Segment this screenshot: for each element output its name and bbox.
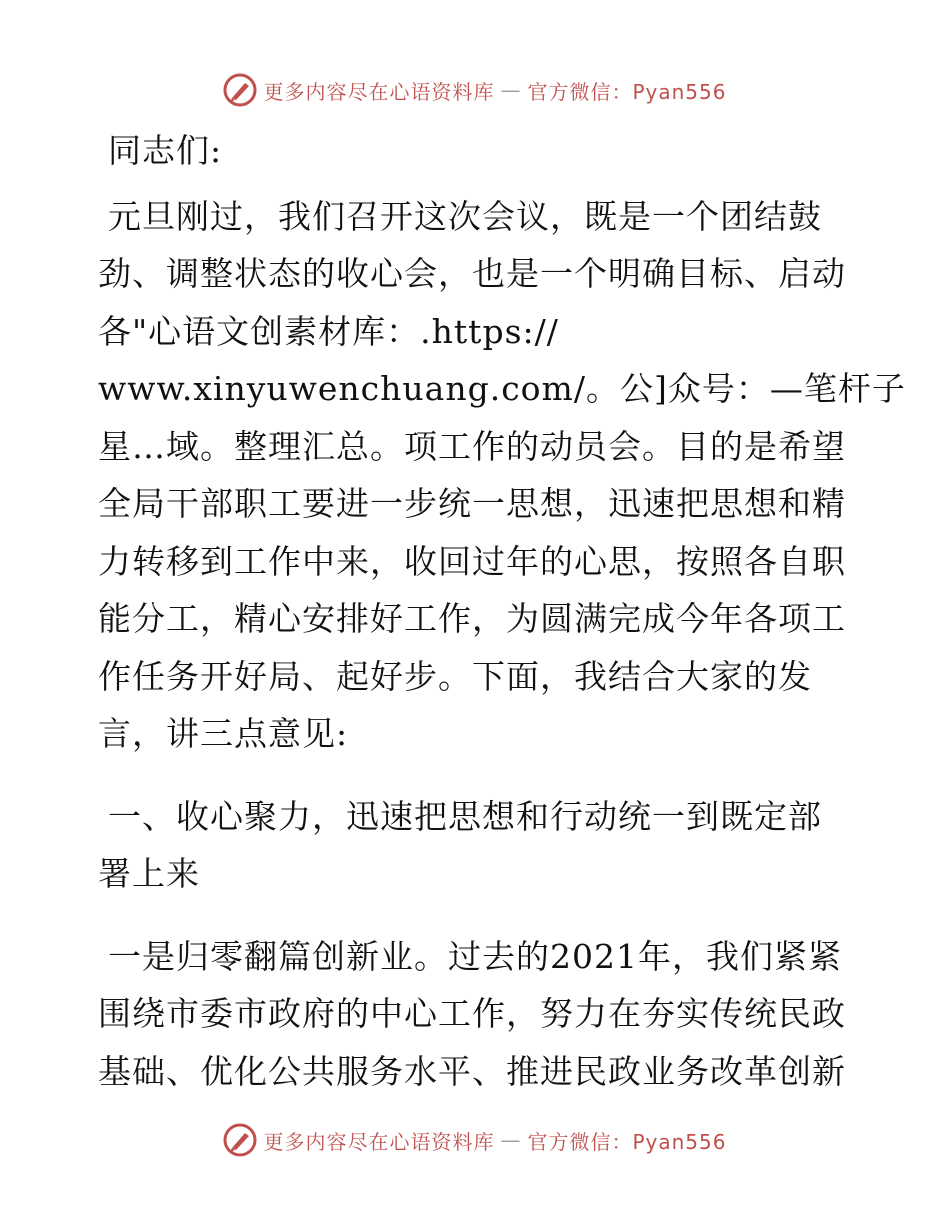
- paragraph-line: 能分工，精心安排好工作，为圆满完成今年各项工: [98, 599, 846, 638]
- paragraph-line: 全局干部职工要进一步统一思想，迅速把思想和精: [98, 484, 846, 523]
- banner-separator: —: [500, 1128, 522, 1152]
- paragraph-line: 星…域。整理汇总。项工作的动员会。目的是希望: [98, 426, 846, 466]
- header-watermark-banner: [0, 70, 950, 110]
- paragraph-line: 各"心语文创素材库：.https://: [98, 311, 559, 351]
- paragraph-line: 基础、优化公共服务水平、推进民政业务改革创新: [98, 1051, 846, 1091]
- banner-separator: —: [500, 78, 522, 102]
- section-heading-1: [98, 788, 858, 903]
- paragraph-line: 劲、调整状态的收心会，也是一个明确目标、启动: [98, 254, 846, 293]
- paragraph-line: 围绕市委市政府的中心工作，努力在夯实传统民政: [98, 994, 846, 1033]
- banner-brand-text: 更多内容尽在心语资料库: [263, 79, 495, 104]
- paragraph-line: 元旦刚过，我们召开这次会议，既是一个团结鼓: [108, 196, 822, 236]
- paragraph-line: 作任务开好局、起好步。下面，我结合大家的发: [98, 656, 812, 696]
- pen-seal-logo-icon: [223, 1123, 257, 1157]
- paragraph-line: 言，讲三点意见:: [98, 714, 349, 753]
- paragraph-line: 力转移到工作中来，收回过年的心思，按照各自职: [98, 541, 846, 581]
- footer-watermark-banner: [0, 1120, 950, 1160]
- banner-contact-text: 官方微信：Pyan556: [527, 1129, 727, 1154]
- document-body: [98, 122, 906, 1125]
- paragraph-point-1: [98, 928, 858, 1101]
- heading-line: 署上来: [98, 854, 200, 893]
- paragraph-line: 一是归零翻篇创新业。过去的2021年，我们紧紧: [108, 936, 842, 976]
- heading-line: 一、收心聚力，迅速把思想和行动统一到既定部: [108, 796, 822, 836]
- paragraph-opening: [98, 188, 906, 763]
- banner-contact-text: 官方微信：Pyan556: [527, 79, 727, 104]
- pen-seal-logo-icon: [223, 73, 257, 107]
- banner-brand-text: 更多内容尽在心语资料库: [263, 1129, 495, 1154]
- paragraph-line: www.xinyuwenchuang.com/。公]众号：—笔杆子: [98, 369, 906, 408]
- salutation: [98, 122, 858, 180]
- salutation-text: 同志们:: [108, 131, 223, 170]
